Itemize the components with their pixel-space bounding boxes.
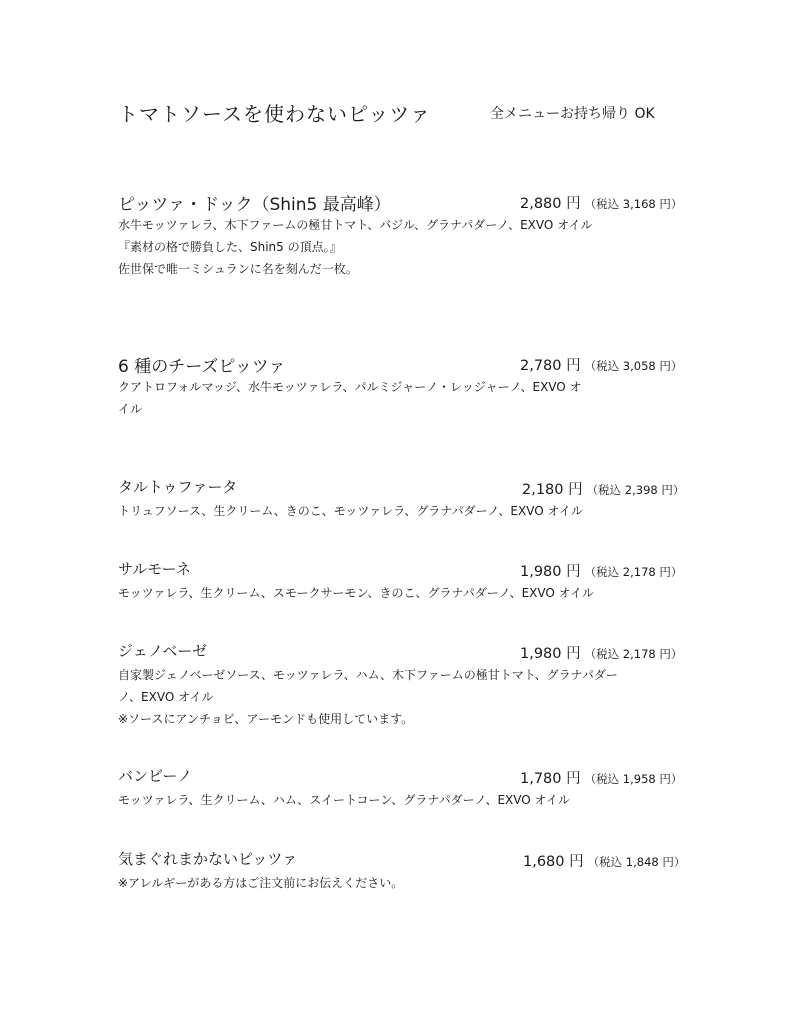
price-tax-included: （税込 2,178 円）: [584, 647, 683, 661]
item-description: [118, 789, 678, 811]
item-description: [118, 376, 678, 420]
price-tax-included: （税込 1,958 円）: [584, 772, 683, 786]
description-line: 水牛モッツァレラ、木下ファームの極甘トマト、バジル、グラナパダーノ、EXVO オイル: [118, 218, 593, 232]
item-description: [118, 214, 678, 280]
price-value: 1,780 円: [520, 771, 581, 787]
description-line: モッツァレラ、生クリーム、スモークサーモン、きのこ、グラナパダーノ、EXVO オイル: [118, 586, 595, 600]
item-description: [118, 582, 678, 604]
item-price: [520, 192, 682, 213]
price-value: 1,980 円: [520, 646, 581, 662]
description-line: ※ソースにアンチョビ、アーモンドも使用しています。: [118, 712, 414, 726]
item-description: [118, 872, 678, 894]
description-line: 佐世保で唯一ミシュランに名を刻んだ一枚。: [118, 262, 358, 276]
menu-item-pizza-doc: [118, 190, 683, 280]
description-line: 自家製ジェノベーゼソース、モッツァレラ、ハム、木下ファームの極甘トマト、グラナパダー: [118, 668, 618, 682]
price-tax-included: （税込 3,058 円）: [584, 359, 683, 373]
item-price: [520, 767, 682, 788]
price-value: 2,180 円: [522, 482, 583, 498]
item-name: ピッツァ・ドック（Shin5 最高峰）: [118, 195, 391, 215]
description-line: クアトロフォルマッジ、水牛モッツァレラ、パルミジャーノ・レッジャーノ、EXVO オ: [118, 380, 582, 394]
item-name: 6 種のチーズピッツァ: [118, 357, 286, 377]
item-price: [522, 478, 684, 499]
item-price: [520, 642, 682, 663]
item-price: [520, 560, 682, 581]
item-name: サルモーネ: [118, 560, 191, 578]
price-tax-included: （税込 2,178 円）: [584, 565, 683, 579]
item-name: バンビーノ: [118, 767, 193, 785]
price-value: 2,880 円: [520, 196, 581, 212]
menu-item-six-cheese: [118, 352, 683, 420]
price-tax-included: （税込 1,848 円）: [587, 855, 686, 869]
description-line: ※アレルギーがある方はご注文前にお伝えください。: [118, 876, 404, 890]
item-name: ジェノベーゼ: [118, 642, 208, 660]
item-price: [520, 354, 682, 375]
item-description: [118, 664, 678, 730]
description-line: 『素材の格で勝負した、Shin5 の頂点。』: [118, 240, 342, 254]
price-value: 1,680 円: [523, 854, 584, 870]
page-title: トマトソースを使わないピッツァ: [118, 102, 431, 126]
item-description: [118, 500, 678, 522]
menu-item-makanai: [118, 848, 686, 894]
takeout-note: 全メニューお持ち帰り OK: [490, 106, 655, 122]
description-line: ノ、EXVO オイル: [118, 690, 214, 704]
description-line: モッツァレラ、生クリーム、ハム、スイートコーン、グラナパダーノ、EXVO オイル: [118, 793, 570, 807]
item-name: 気まぐれまかないピッツァ: [118, 850, 298, 868]
menu-item-genovese: [118, 640, 683, 730]
price-tax-included: （税込 3,168 円）: [584, 197, 683, 211]
description-line: トリュフソース、生クリーム、きのこ、モッツァレラ、グラナパダーノ、EXVO オイル: [118, 504, 583, 518]
item-price: [523, 850, 685, 871]
price-tax-included: （税込 2,398 円）: [586, 483, 685, 497]
menu-item-bambino: [118, 765, 683, 811]
description-line: イル: [118, 402, 143, 416]
price-value: 1,980 円: [520, 564, 581, 580]
menu-item-tartufata: [118, 476, 685, 522]
item-name: タルトゥファータ: [118, 478, 238, 496]
menu-item-salmone: [118, 558, 683, 604]
menu-header: [118, 98, 678, 128]
price-value: 2,780 円: [520, 358, 581, 374]
